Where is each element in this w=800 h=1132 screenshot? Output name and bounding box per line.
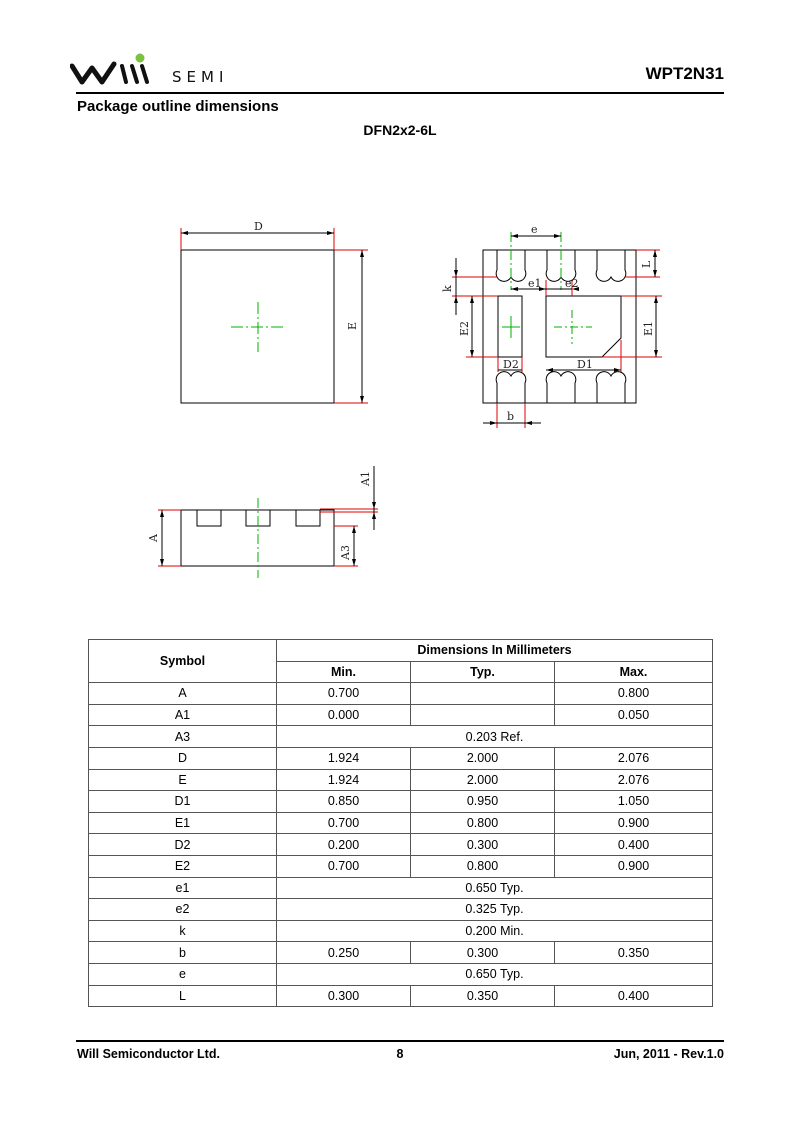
cell-symbol: E1 bbox=[89, 812, 277, 834]
cell-min: 0.700 bbox=[277, 683, 411, 705]
cell-max: 0.350 bbox=[555, 942, 713, 964]
cell-min: 0.250 bbox=[277, 942, 411, 964]
logo-text: SEMI bbox=[172, 68, 229, 86]
footer-revision: Jun, 2011 - Rev.1.0 bbox=[613, 1047, 724, 1061]
cell-max: 0.400 bbox=[555, 834, 713, 856]
cell-merged: 0.325 Typ. bbox=[277, 899, 713, 921]
cell-min: 1.924 bbox=[277, 769, 411, 791]
header-min: Min. bbox=[277, 661, 411, 683]
table-row bbox=[89, 747, 713, 769]
header-typ: Typ. bbox=[411, 661, 555, 683]
cell-merged: 0.200 Min. bbox=[277, 920, 713, 942]
cell-min: 0.850 bbox=[277, 791, 411, 813]
cell-max: 0.800 bbox=[555, 683, 713, 705]
table-row bbox=[89, 834, 713, 856]
table-row bbox=[89, 985, 713, 1007]
label-e1: e1 bbox=[528, 277, 542, 290]
cell-max: 0.900 bbox=[555, 855, 713, 877]
cell-symbol: E2 bbox=[89, 855, 277, 877]
cell-typ: 0.800 bbox=[411, 812, 555, 834]
header-max: Max. bbox=[555, 661, 713, 683]
cell-typ: 0.950 bbox=[411, 791, 555, 813]
cell-min: 0.200 bbox=[277, 834, 411, 856]
label-E2: E2 bbox=[458, 320, 471, 336]
table-row bbox=[89, 812, 713, 834]
cell-typ: 0.800 bbox=[411, 855, 555, 877]
footer-rule bbox=[76, 1040, 724, 1042]
footer-company: Will Semiconductor Ltd. bbox=[77, 1047, 220, 1061]
dimensions-table bbox=[88, 639, 713, 1007]
dimensions-table-body bbox=[89, 683, 713, 1007]
cell-symbol: L bbox=[89, 985, 277, 1007]
cell-typ: 0.300 bbox=[411, 834, 555, 856]
cell-symbol: e2 bbox=[89, 899, 277, 921]
label-k: k bbox=[441, 285, 454, 292]
label-L: L bbox=[640, 260, 653, 268]
cell-typ: 0.350 bbox=[411, 985, 555, 1007]
table-row bbox=[89, 942, 713, 964]
header-dimensions-group: Dimensions In Millimeters bbox=[277, 640, 713, 662]
cell-min: 1.924 bbox=[277, 747, 411, 769]
cell-typ bbox=[411, 704, 555, 726]
cell-merged: 0.650 Typ. bbox=[277, 877, 713, 899]
table-row bbox=[89, 920, 713, 942]
footer-page-number: 8 bbox=[396, 1047, 404, 1061]
cell-symbol: e1 bbox=[89, 877, 277, 899]
cell-max: 2.076 bbox=[555, 747, 713, 769]
cell-symbol: e bbox=[89, 963, 277, 985]
table-row bbox=[89, 683, 713, 705]
header-symbol: Symbol bbox=[89, 640, 277, 683]
label-e2: e2 bbox=[565, 277, 579, 290]
table-row bbox=[89, 855, 713, 877]
part-number: WPT2N31 bbox=[645, 64, 724, 83]
label-d: D bbox=[254, 220, 263, 233]
table-row bbox=[89, 877, 713, 899]
cell-min: 0.300 bbox=[277, 985, 411, 1007]
cell-typ: 0.300 bbox=[411, 942, 555, 964]
cell-max: 1.050 bbox=[555, 791, 713, 813]
top-view-drawing bbox=[181, 220, 368, 403]
section-title: Package outline dimensions bbox=[77, 98, 279, 115]
bottom-view-drawing bbox=[441, 223, 662, 428]
table-row bbox=[89, 769, 713, 791]
cell-typ bbox=[411, 683, 555, 705]
cell-merged: 0.203 Ref. bbox=[277, 726, 713, 748]
cell-symbol: D bbox=[89, 747, 277, 769]
cell-min: 0.000 bbox=[277, 704, 411, 726]
cell-max: 0.050 bbox=[555, 704, 713, 726]
cell-typ: 2.000 bbox=[411, 769, 555, 791]
label-A3: A3 bbox=[339, 545, 352, 560]
cell-min: 0.700 bbox=[277, 855, 411, 877]
label-b: b bbox=[507, 410, 515, 423]
cell-symbol: D1 bbox=[89, 791, 277, 813]
cell-typ: 2.000 bbox=[411, 747, 555, 769]
cell-symbol: A bbox=[89, 683, 277, 705]
label-A: A bbox=[147, 534, 160, 542]
side-view-drawing bbox=[147, 466, 378, 578]
cell-min: 0.700 bbox=[277, 812, 411, 834]
cell-max: 0.900 bbox=[555, 812, 713, 834]
cell-max: 2.076 bbox=[555, 769, 713, 791]
cell-symbol: E bbox=[89, 769, 277, 791]
label-bottom-e: e bbox=[531, 223, 538, 236]
table-row bbox=[89, 726, 713, 748]
cell-symbol: D2 bbox=[89, 834, 277, 856]
cell-max: 0.400 bbox=[555, 985, 713, 1007]
label-e: E bbox=[346, 321, 359, 330]
label-D1: D1 bbox=[577, 358, 593, 371]
table-row bbox=[89, 704, 713, 726]
table-row bbox=[89, 899, 713, 921]
cell-symbol: A1 bbox=[89, 704, 277, 726]
table-row bbox=[89, 963, 713, 985]
label-D2: D2 bbox=[503, 358, 519, 371]
cell-merged: 0.650 Typ. bbox=[277, 963, 713, 985]
cell-symbol: b bbox=[89, 942, 277, 964]
package-name: DFN2x2-6L bbox=[363, 122, 437, 138]
label-A1: A1 bbox=[359, 471, 372, 486]
cell-symbol: k bbox=[89, 920, 277, 942]
table-row bbox=[89, 791, 713, 813]
cell-symbol: A3 bbox=[89, 726, 277, 748]
label-E1: E1 bbox=[642, 320, 655, 336]
